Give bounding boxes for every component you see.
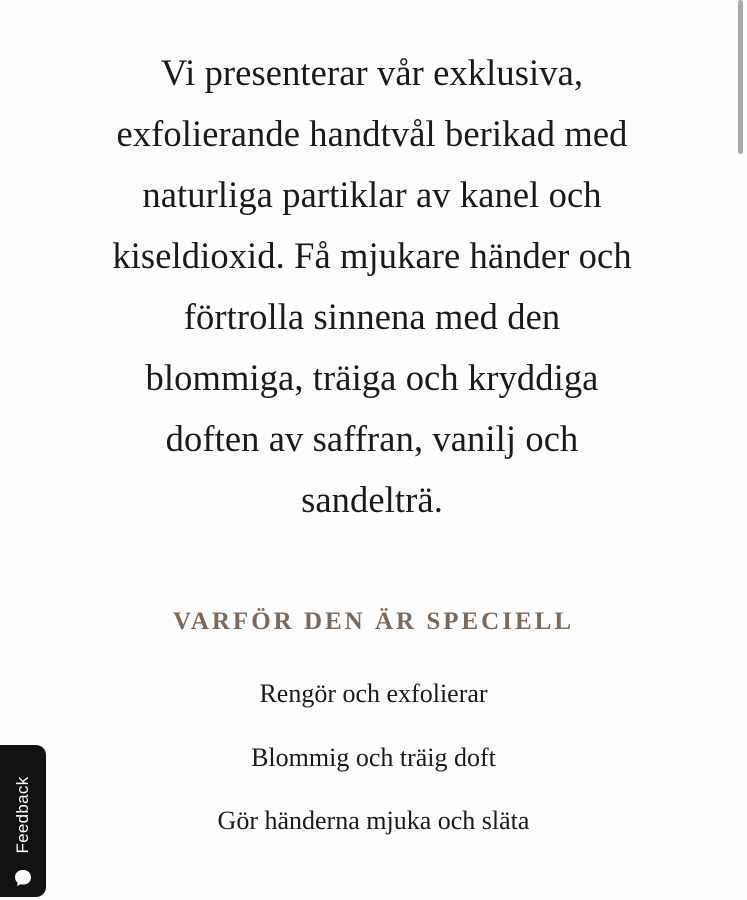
- feedback-label: Feedback: [13, 776, 32, 854]
- description-line: kiseldioxid. Få mjukare händer och: [112, 235, 632, 276]
- description-line: blommiga, träiga och kryddiga: [145, 357, 599, 398]
- feature-item: Blommig och träig doft: [251, 742, 496, 772]
- feature-list: [0, 678, 747, 869]
- chat-bubble-icon: [13, 868, 33, 888]
- section-heading: VARFÖR DEN ÄR SPECIELL: [172, 608, 574, 635]
- description-line: naturliga partiklar av kanel och: [142, 174, 602, 215]
- feature-item: Rengör och exfolierar: [259, 679, 488, 708]
- description-line: doften av saffran, vanilj och: [165, 418, 579, 459]
- description-line: förtrolla sinnena med den: [183, 296, 561, 337]
- feature-item: Gör händerna mjuka och släta: [217, 806, 530, 835]
- description-line: sandelträ.: [301, 479, 443, 520]
- scrollbar-thumb[interactable]: [738, 0, 743, 154]
- description-line: Vi presenterar vår exklusiva,: [160, 52, 584, 93]
- product-description: [70, 42, 674, 530]
- description-line: exfolierande handtvål berikad med: [116, 113, 628, 154]
- feedback-button[interactable]: [0, 745, 46, 897]
